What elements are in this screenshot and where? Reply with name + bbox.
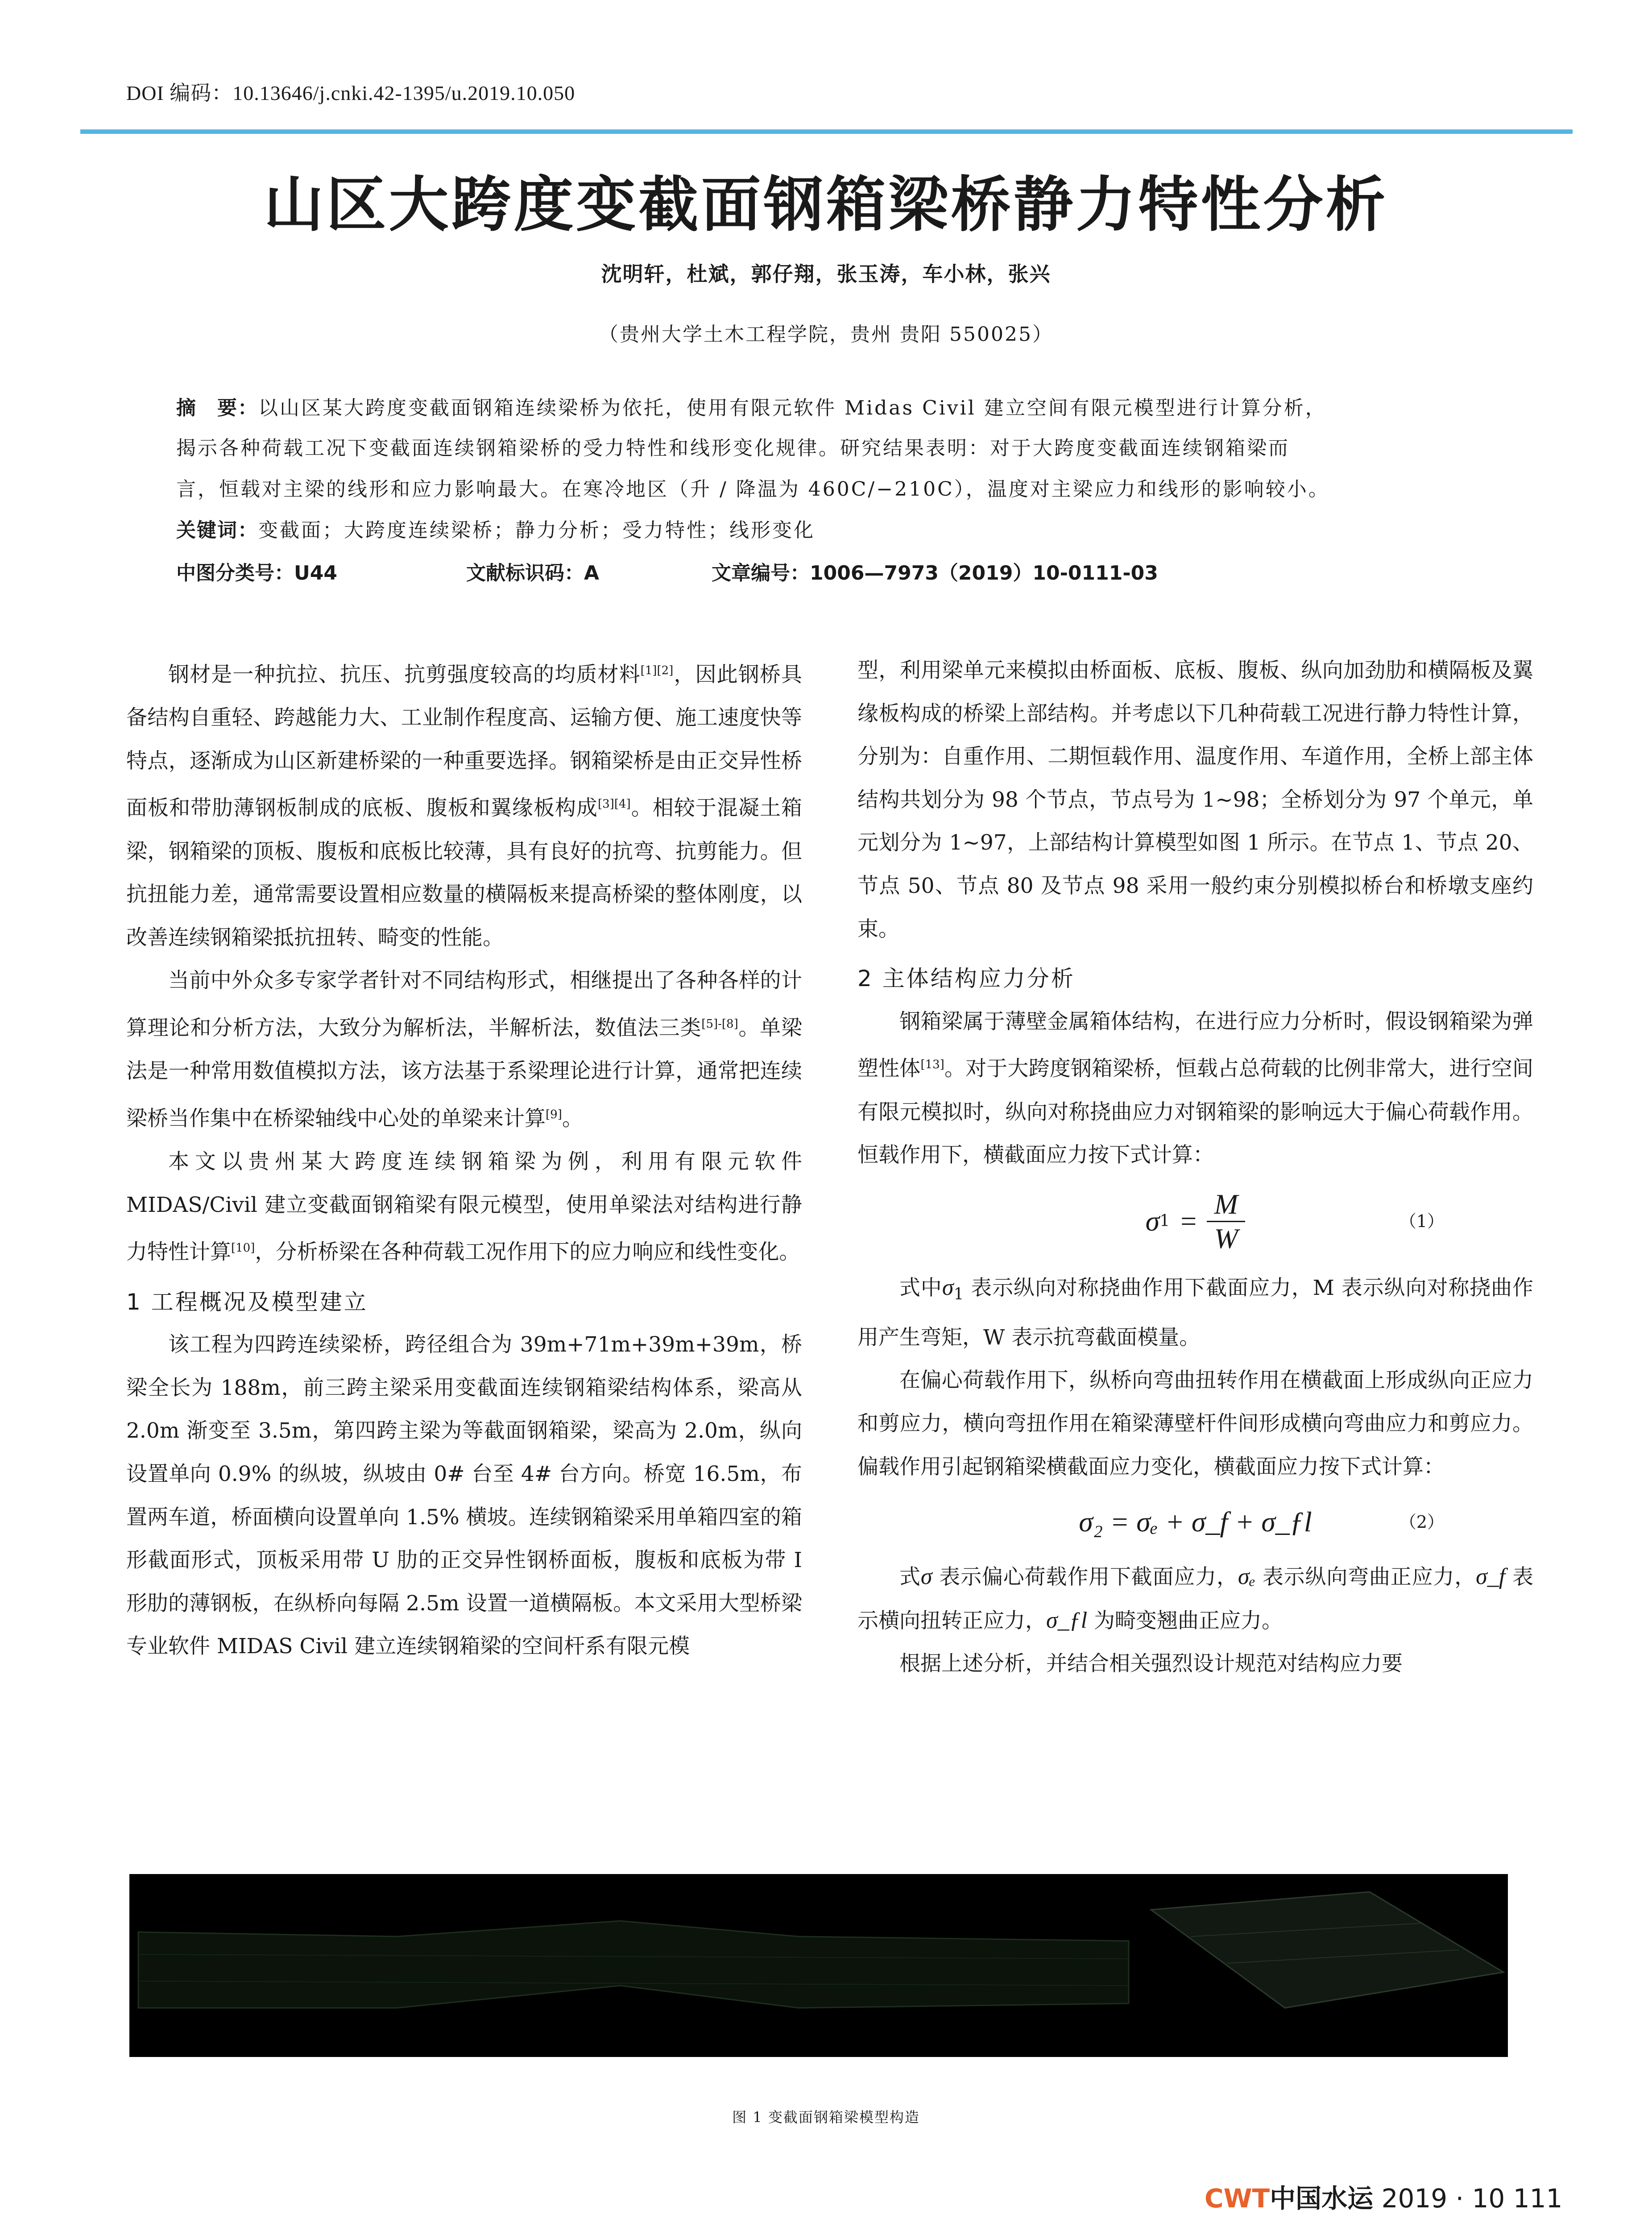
abstract-line-1 bbox=[176, 392, 1327, 420]
abstract-line-3: 言，恒载对主梁的线形和应力影响最大。在寒冷地区（升 / 降温为 460C/−210C），温度对主梁应力和线形的影响较小。 bbox=[176, 478, 1330, 501]
citation: [9] bbox=[546, 1107, 562, 1121]
paragraph: 根据上述分析，并结合相关强烈设计规范对结构应力要 bbox=[899, 1651, 1403, 1676]
authors: 沈明轩，杜斌，郭仔翔，张玉涛，车小林，张兴 bbox=[601, 262, 1051, 286]
header-rule bbox=[80, 129, 1573, 134]
doc-code: 文献标识码：A bbox=[466, 562, 600, 585]
abstract-label: 摘 要： bbox=[176, 397, 258, 419]
clc-number: 中图分类号：U44 bbox=[176, 562, 337, 585]
paragraph: 该工程为四跨连续梁桥，跨径组合为 39m+71m+39m+39m，桥梁全长为 188m，前三跨主梁采用变截面连续钢箱梁结构体系，梁高从 2.0m 渐变至 3.5m，第四跨主梁为等截面钢箱梁，梁高为 2.0m，纵向设置单向 0.9% 的纵坡，纵坡由 0# 台至 4# 台方向。桥宽 16.5m，布置两车道，桥面横向设置单向 1.5% 横坡。连续钢箱梁采用单箱四室的箱形截面形式，顶板采用带 U 肋的正交异性钢桥面板，腹板和底板为带 I 形肋的薄钢板，在纵桥向每隔 2.5m 设置一道横隔板。本文采用大型桥梁专业软件 MIDAS Civil 建立连续钢箱梁的空间杆系有限元模 bbox=[126, 1332, 802, 1659]
journal-name: 中国水运 bbox=[1270, 2183, 1374, 2214]
paragraph: 本文以贵州某大跨度连续钢箱梁为例，利用有限元软件 MIDAS/Civil 建立变截面钢箱梁有限元模型，使用单梁法对结构进行静力特性计算[10]，分析桥梁在各种荷载工况作用下的应力响应和线性变化。 bbox=[126, 1149, 802, 1265]
doi-line: DOI 编码：10.13646/j.cnki.42-1395/u.2019.10.050 bbox=[126, 82, 576, 104]
citation: [3][4] bbox=[597, 797, 631, 811]
journal-brand: CWT bbox=[1205, 2183, 1270, 2214]
citation: [13] bbox=[920, 1058, 944, 1072]
citation: [5]-[8] bbox=[701, 1017, 738, 1031]
equation-2: σ₂ = σₑ + σ_f + σ_ƒl （2） bbox=[857, 1489, 1533, 1555]
keywords-label: 关键词： bbox=[176, 519, 258, 542]
citation: [1][2] bbox=[640, 664, 674, 677]
paper-title: 山区大跨度变截面钢箱梁桥静力特性分析 bbox=[264, 169, 1388, 240]
left-column bbox=[126, 649, 802, 1668]
paragraph: 在偏心荷载作用下，纵桥向弯曲扭转作用在横截面上形成纵向正应力和剪应力，横向弯扭作用在箱梁薄壁杆件间形成横向弯曲应力和剪应力。偏载作用引起钢箱梁横截面应力变化，横截面应力按下式计算： bbox=[857, 1368, 1533, 1479]
equation-number: （1） bbox=[1399, 1211, 1444, 1232]
abstract-text-1: 以山区某大跨度变截面钢箱连续梁桥为依托，使用有限元软件 Midas Civil 建立空间有限元模型进行计算分析， bbox=[258, 397, 1327, 419]
bridge-model-perspective bbox=[1138, 1874, 1508, 2057]
section-heading-2: 2 主体结构应力分析 bbox=[857, 966, 1075, 992]
paragraph: 式中$\sigma_1$ 表示纵向对称挠曲作用下截面应力，M 表示纵向对称挠曲作用产生弯矩，W 表示抗弯截面模量。 bbox=[857, 1274, 1533, 1350]
issue: 2019 · 10 bbox=[1381, 2183, 1505, 2214]
citation: [10] bbox=[231, 1241, 255, 1255]
paragraph: 当前中外众多专家学者针对不同结构形式，相继提出了各种各样的计算理论和分析方法，大致分为解析法，半解析法，数值法三类[5]-[8]。单梁法是一种常用数值模拟方法，该方法基于系梁理论进行计算，通常把连续梁桥当作集中在桥梁轴线中心处的单梁来计算[9]。 bbox=[126, 968, 803, 1131]
equation-number: （2） bbox=[1399, 1512, 1444, 1532]
keywords-line bbox=[176, 514, 815, 543]
equation-1: σ 1 = $\frac{M}{W}$ （1） bbox=[1145, 1188, 1444, 1255]
article-number: 文章编号：1006—7973（2019）10-0111-03 bbox=[712, 562, 1158, 585]
affiliation: （贵州大学土木工程学院，贵州 贵阳 550025） bbox=[599, 323, 1053, 346]
keywords-text: 变截面；大跨度连续梁桥；静力分析；受力特性；线形变化 bbox=[258, 519, 815, 542]
model-figure bbox=[129, 1874, 1508, 2057]
paragraph: 式σ 表示偏心荷载作用下截面应力，σₑ 表示纵向弯曲正应力，σ_f 表示横向扭转正应力，σ_ƒl 为畸变翘曲正应力。 bbox=[857, 1564, 1533, 1633]
right-column bbox=[857, 649, 1533, 1686]
abstract-line-2: 揭示各种荷载工况下变截面连续钢箱梁桥的受力特性和线形变化规律。研究结果表明：对于大跨度变截面连续钢箱梁而 bbox=[176, 437, 1290, 460]
paragraph: 型，利用梁单元来模拟由桥面板、底板、腹板、纵向加劲肋和横隔板及翼缘板构成的桥梁上部结构。并考虑以下几种荷载工况进行静力特性计算，分别为：自重作用、二期恒载作用、温度作用、车道作用，全桥上部主体结构共划分为 98 个节点，节点号为 1~98；全桥划分为 97 个单元，单元划分为 1~97，上部结构计算模型如图 1 所示。在节点 1、节点 20、节点 50、节点 80 及节点 98 采用一般约束分别模拟桥台和桥墩支座约束。 bbox=[857, 658, 1533, 941]
figure-caption: 图 1 变截面钢箱梁模型构造 bbox=[732, 2109, 920, 2126]
section-heading-1: 1 工程概况及模型建立 bbox=[126, 1289, 368, 1315]
page-number: 111 bbox=[1513, 2183, 1563, 2214]
paragraph: 钢箱梁属于薄壁金属箱体结构，在进行应力分析时，假设钢箱梁为弹塑性体[13]。对于大跨度钢箱梁桥，恒载占总荷载的比例非常大，进行空间有限元模拟时，纵向对称挠曲应力对钢箱梁的影响远大于偏心荷载作用。恒载作用下，横截面应力按下式计算： bbox=[857, 1009, 1534, 1168]
page-footer bbox=[1205, 2177, 1562, 2215]
bridge-model-elevation bbox=[129, 1874, 1133, 2057]
paragraph: 钢材是一种抗拉、抗压、抗剪强度较高的均质材料[1][2]，因此钢桥具备结构自重轻、跨越能力大、工业制作程度高、运输方便、施工速度快等特点，逐渐成为山区新建桥梁的一种重要选择。钢箱梁桥是由正交异性桥面板和带肋薄钢板制成的底板、腹板和翼缘板构成[3][4]。相较于混凝土箱梁，钢箱梁的顶板、腹板和底板比较薄，具有良好的抗弯、抗剪能力。但抗扭能力差，通常需要设置相应数量的横隔板来提高桥梁的整体刚度，以改善连续钢箱梁抵抗扭转、畸变的性能。 bbox=[126, 662, 803, 950]
